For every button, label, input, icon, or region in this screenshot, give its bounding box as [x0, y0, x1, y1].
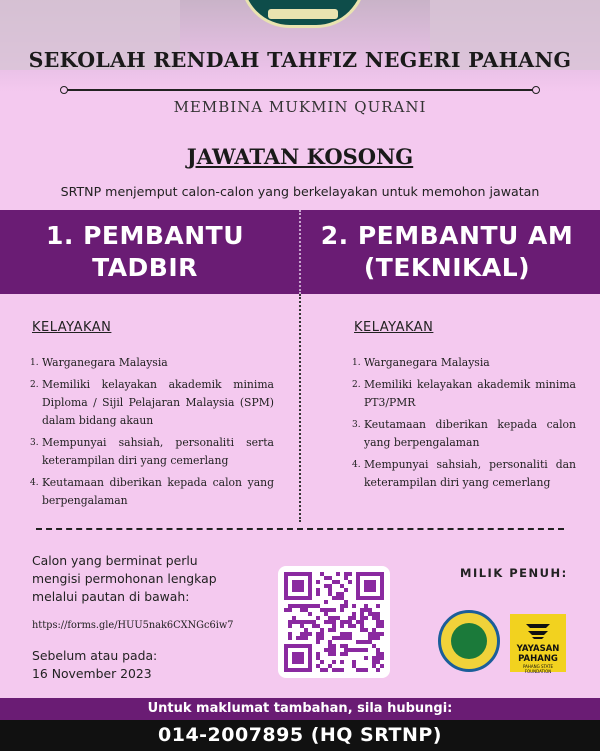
- ownership-label: MILIK PENUH:: [460, 566, 568, 580]
- maahad-tahfiz-logo-icon: [438, 610, 500, 672]
- school-motto: MEMBINA MUKMIN QURANI: [173, 98, 427, 116]
- title-divider: [60, 86, 540, 94]
- list-item: 4. Mempunyai sahsiah, personaliti dan keterampilan diri yang cemerlang: [352, 458, 576, 489]
- position-1-title-line1: 1. PEMBANTU: [45, 221, 245, 250]
- list-item: 2. Memiliki kelayakan akademik minima PT3/PMR: [352, 378, 576, 409]
- application-link[interactable]: https://forms.gle/HUU5nak6CXNGc6iw7: [32, 620, 234, 631]
- yayasan-logo-subtext: PAHANG STATE FOUNDATION: [522, 664, 554, 674]
- yayasan-logo-text-1: YAYASAN: [516, 644, 560, 654]
- banner-divider: [299, 210, 301, 294]
- deadline-date: 16 November 2023: [32, 666, 152, 681]
- contact-prompt: Untuk maklumat tambahan, sila hubungi:: [0, 698, 600, 720]
- position-1-title-line2: TADBIR: [92, 253, 198, 282]
- position-1-qualifications-label: KELAYAKAN: [32, 320, 112, 335]
- positions-banner: [0, 210, 600, 294]
- position-2-title-line2: (TEKNIKAL): [363, 253, 531, 282]
- position-1-requirements: [30, 354, 274, 514]
- section-divider: [36, 528, 564, 530]
- position-2-requirements: [352, 354, 576, 496]
- school-crest-icon: [240, 0, 366, 28]
- deadline: [32, 647, 157, 683]
- list-item: 3. Mempunyai sahsiah, personaliti serta keterampilan diri yang cemerlang: [30, 436, 274, 467]
- list-item: 1. Warganegara Malaysia: [30, 356, 168, 369]
- application-instruction: Calon yang berminat perlu mengisi permohonan lengkap melalui pautan di bawah:: [32, 553, 217, 604]
- position-2-title-line1: 2. PEMBANTU AM: [320, 221, 574, 250]
- headline: JAWATAN KOSONG: [186, 144, 414, 169]
- position-2-qualifications-label: KELAYAKAN: [354, 320, 434, 335]
- invitation-text: SRTNP menjemput calon-calon yang berkelayakan untuk memohon jawatan: [60, 184, 540, 199]
- deadline-label: Sebelum atau pada:: [32, 648, 158, 663]
- school-name: SEKOLAH RENDAH TAHFIZ NEGERI PAHANG: [28, 48, 572, 72]
- column-divider: [299, 294, 301, 522]
- list-item: 4. Keutamaan diberikan kepada calon yang berpengalaman: [30, 476, 274, 507]
- position-1-title: [0, 220, 290, 284]
- contact-phone[interactable]: 014-2007895 (HQ SRTNP): [0, 720, 600, 751]
- list-item: 2. Memiliki kelayakan akademik minima Diploma / Sijil Pelajaran Malaysia (SPM) dalam bidang akaun: [30, 378, 274, 427]
- list-item: 1. Warganegara Malaysia: [352, 356, 490, 369]
- yayasan-logo-text-2: PAHANG: [518, 654, 558, 664]
- hero-banner: [0, 0, 600, 92]
- position-2-title: [302, 220, 592, 284]
- list-item: 3. Keutamaan diberikan kepada calon yang berpengalaman: [352, 418, 576, 449]
- qr-code-icon[interactable]: [278, 566, 390, 678]
- yayasan-pahang-logo-icon: [510, 614, 566, 672]
